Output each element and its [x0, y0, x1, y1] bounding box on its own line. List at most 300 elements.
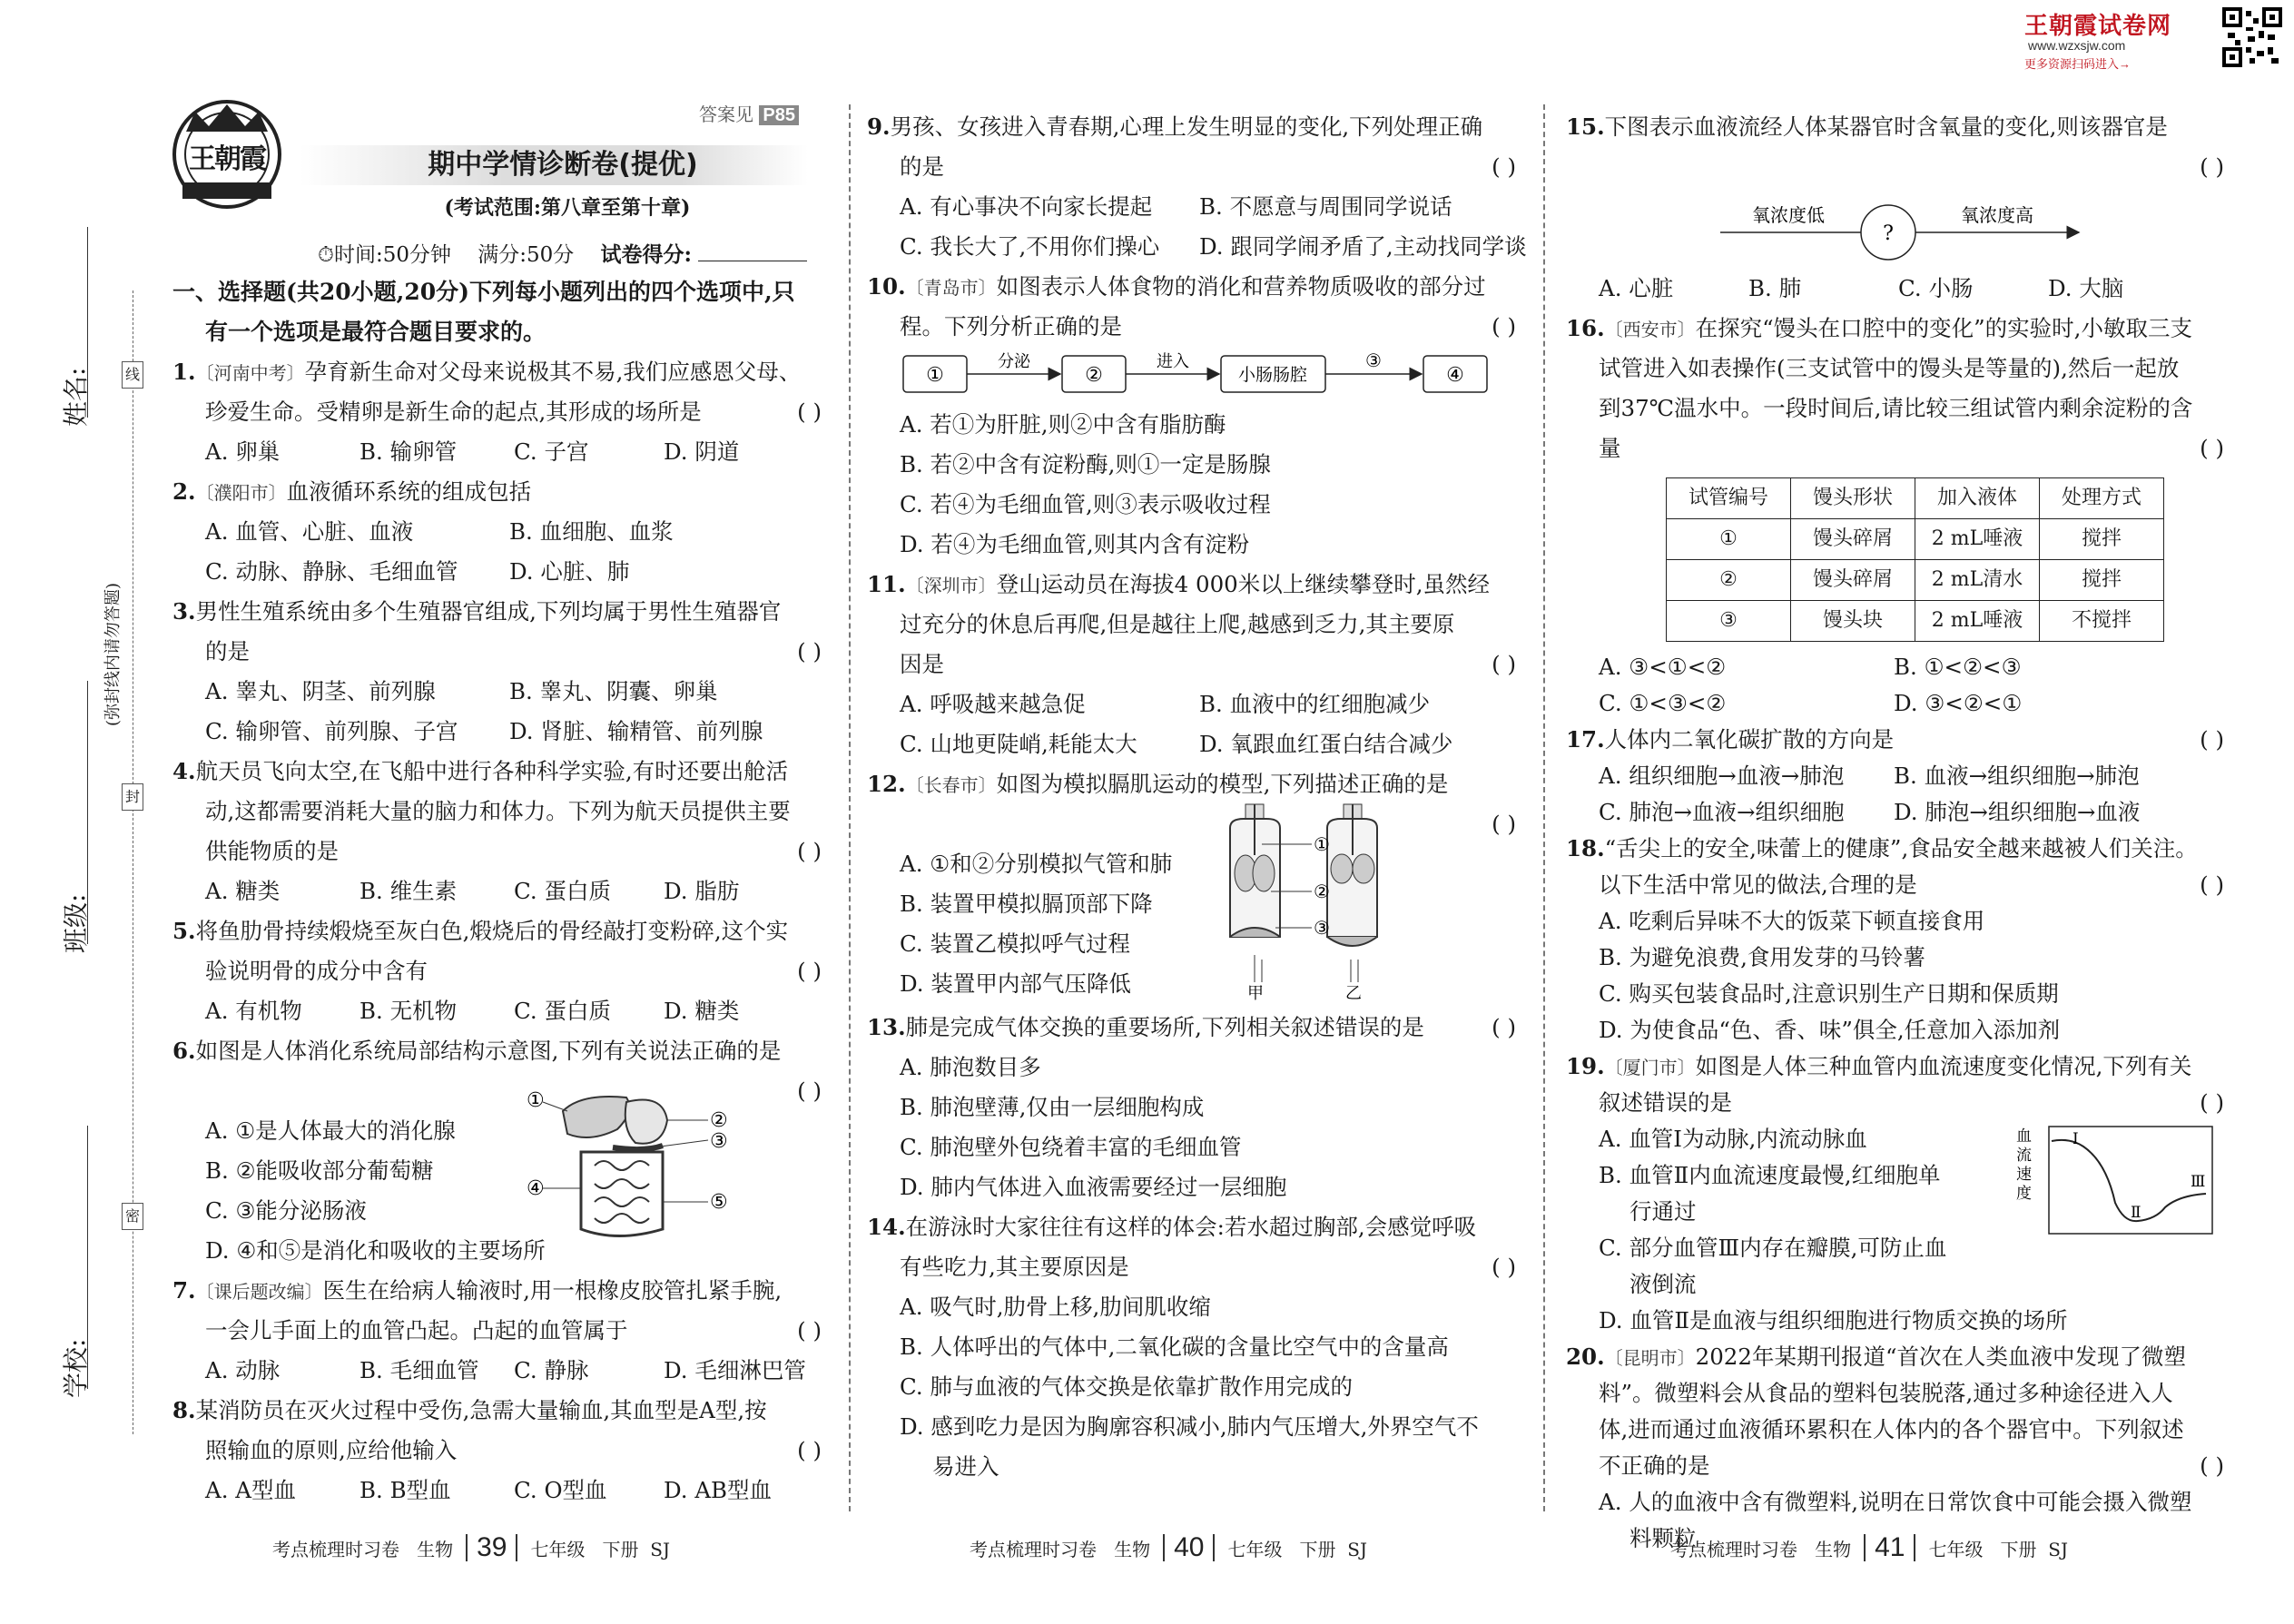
q16-opt-b[interactable]: B. ①<②<③ — [1894, 654, 2022, 680]
q16-line2 — [1566, 349, 2224, 389]
q7-opt-b[interactable]: B. 毛细血管 — [359, 1357, 479, 1383]
q16-options-2 — [1566, 685, 2224, 722]
table-cell: ③ — [1667, 601, 1791, 642]
q8-options — [172, 1471, 822, 1511]
q20-line4 — [1566, 1448, 2224, 1484]
answer-ref-page[interactable]: P85 — [759, 105, 799, 125]
table-row — [1667, 519, 2164, 560]
brand-block — [2024, 7, 2288, 71]
footer-series: 考点梳理时习卷 — [970, 1539, 1097, 1560]
q8-answer[interactable]: ( ) — [797, 1437, 822, 1463]
q4-opt-c[interactable]: C. 蛋白质 — [514, 878, 611, 904]
q16-table-wrap — [1566, 468, 2224, 649]
q8-opt-b[interactable]: B. B型血 — [359, 1477, 451, 1503]
seal-mark-2: 封 — [122, 783, 143, 811]
column-3 — [1566, 107, 2224, 1557]
q18-answer[interactable]: ( ) — [2200, 871, 2224, 898]
q10-text2: 程。下列分析正确的是 — [900, 313, 1122, 340]
footer-page-39 — [272, 1534, 670, 1561]
q20-num: 20. — [1566, 1343, 1605, 1370]
q19-opt-b2: 行通过 — [1629, 1198, 1697, 1225]
q19-answer[interactable]: ( ) — [2200, 1089, 2224, 1116]
q1-num: 1. — [172, 359, 196, 385]
q20-opt-a2: 料颗粒 — [1629, 1525, 1697, 1551]
q11-num: 11. — [867, 571, 906, 597]
q11-opt-d[interactable]: D. 氧跟血红蛋白结合减少 — [1199, 731, 1453, 757]
q13-opt-c[interactable]: C. 肺泡壁外包绕着丰富的毛细血管 — [900, 1134, 1242, 1160]
binding-strip — [0, 0, 159, 1624]
q14-line1 — [867, 1207, 1516, 1247]
q19-text1: 如图是人体三种血管内血流速度变化情况,下列有关 — [1695, 1053, 2192, 1079]
q15-opt-b[interactable]: B. 肺 — [1748, 275, 1802, 301]
q15-unknown-organ: ? — [1883, 222, 1894, 245]
q6-label-5: ⑤ — [710, 1191, 728, 1214]
q10-tag: 〔青岛市〕 — [905, 277, 997, 299]
footer-subject: 生物 — [1114, 1539, 1151, 1560]
q18-text1: “舌尖上的安全,味蕾上的健康”,食品安全越来越被人们关注。 — [1604, 835, 2198, 861]
q5-num: 5. — [172, 918, 196, 944]
q12-label-jia: 甲 — [1247, 984, 1264, 1000]
q13-opt-d[interactable]: D. 肺内气体进入血液需要经过一层细胞 — [900, 1174, 1287, 1200]
table-cell: 馒头碎屑 — [1791, 560, 1915, 601]
q9-answer[interactable]: ( ) — [1492, 153, 1516, 180]
footer-page-40 — [970, 1534, 1367, 1561]
footer-subject: 生物 — [417, 1539, 454, 1560]
q2-opt-d[interactable]: D. 心脏、肺 — [509, 558, 630, 585]
footer-edition: SJ — [2048, 1539, 2068, 1560]
q3-opt-a[interactable]: A. 睾丸、阴茎、前列腺 — [205, 678, 436, 704]
q1-opt-b[interactable]: B. 输卵管 — [359, 438, 458, 465]
q3-options-2 — [172, 712, 822, 752]
table-cell: 2 mL唾液 — [1915, 519, 2040, 560]
q8-line2 — [172, 1431, 822, 1471]
q1-line2 — [172, 392, 822, 432]
q8-opt-c[interactable]: C. O型血 — [514, 1477, 607, 1503]
q10-flow-box1: ① — [926, 364, 944, 387]
q7-opt-c[interactable]: C. 静脉 — [514, 1357, 589, 1383]
q7-opt-d[interactable]: D. 毛细淋巴管 — [664, 1357, 806, 1383]
q18-opt-b[interactable]: B. 为避免浪费,食用发芽的马铃薯 — [1599, 944, 1925, 970]
q11-text3: 因是 — [900, 651, 944, 677]
stomach-shape — [625, 1100, 667, 1144]
class-label: 班级: — [61, 893, 91, 953]
footer-term: 下册 — [1299, 1539, 1336, 1560]
q18-line2 — [1566, 867, 2224, 903]
q4-answer[interactable]: ( ) — [797, 838, 822, 864]
q5-line1 — [172, 911, 822, 951]
footer-page-41 — [1670, 1534, 2068, 1561]
q11-options-2 — [867, 724, 1516, 764]
q17-opt-b[interactable]: B. 血液→组织细胞→肺泡 — [1894, 763, 2140, 789]
q3-opt-d[interactable]: D. 肾脏、输精管、前列腺 — [509, 718, 763, 744]
table-header-row — [1667, 478, 2164, 519]
table-cell: 2 mL清水 — [1915, 560, 2040, 601]
q10-flow-box3: 小肠肠腔 — [1237, 365, 1308, 385]
q8-opt-a[interactable]: A. A型血 — [205, 1477, 296, 1503]
q4-line2 — [172, 792, 822, 832]
logo-text: 王朝霞 — [189, 143, 265, 175]
q16-text2: 试管进入如表操作(三支试管中的馒头是等量的),然后一起放 — [1599, 355, 2180, 381]
q4-text3: 供能物质的是 — [205, 838, 339, 864]
q15-num: 15. — [1566, 113, 1605, 140]
qr-code-icon[interactable] — [2222, 7, 2282, 67]
answer-ref — [699, 100, 799, 126]
q3-line2 — [172, 632, 822, 672]
q10-num: 10. — [867, 273, 906, 300]
q12-label-yi: 乙 — [1345, 984, 1362, 1000]
q6-label-3: ③ — [710, 1130, 728, 1153]
q9-opt-d[interactable]: D. 跟同学闹矛盾了,主动找同学谈 — [1199, 233, 1527, 260]
q17-num: 17. — [1566, 726, 1605, 753]
q4-text1: 航天员飞向太空,在飞船中进行各种科学实验,有时还要出舱活 — [195, 758, 789, 784]
q6-opt-c[interactable]: C. ③能分泌肠液 — [205, 1197, 367, 1224]
q2-opt-a[interactable]: A. 血管、心脏、血液 — [205, 518, 414, 545]
seal-mark-3: 密 — [122, 1203, 143, 1230]
q19-line2 — [1566, 1085, 2224, 1121]
q15-low-label: 氧浓度低 — [1752, 204, 1825, 226]
exam-time: ⏱时间:50分钟 — [318, 243, 451, 267]
q9-opt-a[interactable]: A. 有心事决不向家长提起 — [900, 193, 1153, 220]
q16-opt-d[interactable]: D. ③<②<① — [1894, 690, 2023, 716]
section-heading-2: 有一个选项是最符合题目要求的。 — [205, 319, 546, 345]
q19-num: 19. — [1566, 1053, 1605, 1079]
q7-line2 — [172, 1311, 822, 1351]
q14-opt-a[interactable]: A. 吸气时,肋骨上移,肋间肌收缩 — [900, 1294, 1211, 1320]
q1-line1 — [172, 352, 822, 392]
q11-opt-b[interactable]: B. 血液中的红细胞减少 — [1199, 691, 1431, 717]
q7-opt-a[interactable]: A. 动脉 — [205, 1357, 281, 1383]
q5-text2: 验说明骨的成分中含有 — [205, 958, 428, 984]
q8-num: 8. — [172, 1397, 196, 1423]
q9-num: 9. — [867, 113, 891, 140]
column-1 — [172, 272, 822, 1511]
q10-flow-arrow3: ③ — [1365, 349, 1382, 371]
liver-shape — [563, 1097, 629, 1137]
q2-opt-c[interactable]: C. 动脉、静脉、毛细血管 — [205, 558, 458, 585]
q12-label-2: ② — [1314, 881, 1330, 902]
section-heading-1: 一、选择题(共20小题,20分)下列每小题列出的四个选项中,只 — [172, 279, 795, 305]
q3-opt-b[interactable]: B. 睾丸、阴囊、卵巢 — [509, 678, 718, 704]
q8-text1: 某消防员在灭火过程中受伤,急需大量输血,其血型是A型,按 — [195, 1397, 767, 1423]
q10-answer[interactable]: ( ) — [1492, 313, 1516, 340]
q3-opt-c[interactable]: C. 输卵管、前列腺、子宫 — [205, 718, 458, 744]
column-divider-2 — [1543, 104, 1545, 1511]
table-cell: 搅拌 — [2040, 560, 2164, 601]
q10-line1 — [867, 267, 1516, 307]
table-header-cell: 处理方式 — [2040, 478, 2164, 519]
q2-opt-b[interactable]: B. 血细胞、血浆 — [509, 518, 674, 545]
footer-edition: SJ — [650, 1539, 670, 1560]
q14-num: 14. — [867, 1214, 906, 1240]
q20-opt-a1[interactable]: A. 人的血液中含有微塑料,说明在日常饮食中可能会摄入微塑 — [1599, 1489, 2192, 1515]
footer-grade: 七年级 — [530, 1539, 586, 1560]
q8-line1 — [172, 1391, 822, 1431]
q9-options-2 — [867, 227, 1527, 267]
q10-flow-box2: ② — [1085, 364, 1103, 387]
q17-answer[interactable]: ( ) — [2200, 726, 2224, 753]
q4-opt-d[interactable]: D. 脂肪 — [664, 878, 740, 904]
q15-line1 — [1566, 107, 2224, 147]
q15-oxygen-diagram — [1566, 187, 2224, 269]
q13-num: 13. — [867, 1014, 906, 1040]
q14-answer[interactable]: ( ) — [1492, 1254, 1516, 1280]
q15-opt-c[interactable]: C. 小肠 — [1898, 275, 1974, 301]
footer-subject: 生物 — [1815, 1539, 1852, 1560]
digestive-system-figure — [527, 1075, 753, 1256]
q16-text3: 到37℃温水中。一段时间后,请比较三组试管内剩余淀粉的含 — [1599, 395, 2193, 421]
q16-answer[interactable]: ( ) — [2200, 435, 2224, 461]
q6-opt-a[interactable]: A. ①是人体最大的消化腺 — [205, 1117, 456, 1144]
q11-options-1 — [867, 684, 1516, 724]
q4-line1 — [172, 752, 822, 792]
q15-text1: 下图表示血液流经人体某器官时含氧量的变化,则该器官是 — [1604, 113, 2168, 140]
q10-line2 — [867, 307, 1516, 347]
q5-opt-d[interactable]: D. 糖类 — [664, 998, 740, 1024]
footer-series: 考点梳理时习卷 — [272, 1539, 399, 1560]
seal-note: (弥封线内请勿答题) — [103, 582, 123, 726]
q11-opt-c[interactable]: C. 山地更陡峭,耗能太大 — [900, 731, 1137, 757]
exam-meta — [318, 238, 807, 268]
q9-text2: 的是 — [900, 153, 944, 180]
q5-opt-b[interactable]: B. 无机物 — [359, 998, 458, 1024]
q6-opt-d[interactable]: D. ④和⑤是消化和吸收的主要场所 — [205, 1237, 546, 1264]
q18-num: 18. — [1566, 835, 1605, 861]
q14-opt-d2: 易进入 — [932, 1453, 999, 1480]
blood-flow-chart — [2011, 1121, 2220, 1239]
q1-opt-a[interactable]: A. 卵巢 — [205, 438, 281, 465]
q20-tag: 〔昆明市〕 — [1604, 1347, 1696, 1369]
q11-line3 — [867, 645, 1516, 684]
diaphragm-model-figure — [1226, 792, 1434, 1000]
table-cell: 馒头碎屑 — [1791, 519, 1915, 560]
q2-options-1 — [172, 512, 822, 552]
q15-options — [1566, 269, 2224, 309]
table-cell: 2 mL唾液 — [1915, 601, 2040, 642]
q10-opt-a[interactable]: A. 若①为肝脏,则②中含有脂肪酶 — [900, 411, 1226, 438]
vessel-mark-3: Ⅲ — [2191, 1173, 2206, 1191]
q12-opt-b[interactable]: B. 装置甲模拟膈顶部下降 — [900, 891, 1153, 917]
q19-opt-b1[interactable]: B. 血管Ⅱ内血流速度最慢,红细胞单 — [1599, 1162, 1941, 1188]
q1-text1: 孕育新生命对父母来说极其不易,我们应感恩父母、 — [304, 359, 802, 385]
q17-opt-a[interactable]: A. 组织细胞→血液→肺泡 — [1599, 763, 1845, 789]
q7-answer[interactable]: ( ) — [797, 1317, 822, 1343]
q18-opt-a[interactable]: A. 吃剩后异味不大的饭菜下顿直接食用 — [1599, 908, 1985, 934]
footer-term: 下册 — [2000, 1539, 2037, 1560]
q18-opt-d[interactable]: D. 为使食品“色、香、味”俱全,任意加入添加剂 — [1599, 1017, 2061, 1043]
q6-label-1: ① — [527, 1089, 545, 1112]
q3-text2: 的是 — [205, 638, 250, 664]
vessel-mark-2: Ⅱ — [2131, 1204, 2141, 1222]
q19-tag: 〔厦门市〕 — [1604, 1057, 1696, 1078]
q12-label-3: ③ — [1314, 917, 1330, 939]
seal-mark-1: 线 — [122, 361, 143, 389]
q19-block — [1566, 1121, 2224, 1339]
q17-opt-d[interactable]: D. 肺泡→组织细胞→血液 — [1894, 799, 2141, 825]
q3-num: 3. — [172, 598, 196, 625]
name-label: 姓名: — [61, 367, 91, 427]
q15-opt-a[interactable]: A. 心脏 — [1599, 275, 1674, 301]
q3-text1: 男性生殖系统由多个生殖器官组成,下列均属于男性生殖器官 — [195, 598, 782, 625]
footer-edition: SJ — [1347, 1539, 1367, 1560]
q12-opt-a[interactable]: A. ①和②分别模拟气管和肺 — [900, 851, 1173, 877]
large-intestine-shape — [581, 1152, 663, 1236]
table-cell: 不搅拌 — [2040, 601, 2164, 642]
q13-opt-a[interactable]: A. 肺泡数目多 — [900, 1054, 1041, 1080]
q4-opt-a[interactable]: A. 糖类 — [205, 878, 281, 904]
q2-options-2 — [172, 552, 822, 592]
q1-options — [172, 432, 822, 472]
q3-options-1 — [172, 672, 822, 712]
table-header-cell: 馒头形状 — [1791, 478, 1915, 519]
q1-text2: 珍爱生命。受精卵是新生命的起点,其形成的场所是 — [205, 399, 702, 425]
page-number: 41 — [1864, 1534, 1915, 1561]
q9-opt-b[interactable]: B. 不愿意与周围同学说话 — [1199, 193, 1452, 220]
exam-score-field[interactable] — [698, 241, 807, 261]
q8-opt-d[interactable]: D. AB型血 — [664, 1477, 773, 1503]
school-line — [87, 1126, 88, 1389]
y-axis-label-1: 血 — [2016, 1127, 2032, 1146]
q6-label-2: ② — [710, 1109, 728, 1132]
vessel-mark-1: Ⅰ — [2072, 1130, 2079, 1148]
q14-opt-b[interactable]: B. 人体呼出的气体中,二氧化碳的含量比空气中的含量高 — [900, 1334, 1449, 1360]
q19-opt-d[interactable]: D. 血管Ⅱ是血液与组织细胞进行物质交换的场所 — [1599, 1307, 2068, 1334]
y-axis-label-4: 度 — [2016, 1185, 2032, 1203]
q12-opt-d[interactable]: D. 装置甲内部气压降低 — [900, 970, 1131, 997]
q10-opt-d[interactable]: D. 若④为毛细血管,则其内含有淀粉 — [900, 531, 1250, 557]
q14-opt-d1[interactable]: D. 感到吃力是因为胸廓容积减小,肺内气压增大,外界空气不 — [900, 1413, 1479, 1440]
q16-line1 — [1566, 309, 2224, 349]
q7-line1 — [172, 1271, 822, 1311]
q16-table — [1666, 477, 2164, 642]
table-header-cell: 加入液体 — [1915, 478, 2040, 519]
table-row — [1667, 560, 2164, 601]
q6-line1 — [172, 1031, 822, 1071]
q20-text1: 2022年某期刊报道“首次在人类血液中发现了微塑 — [1695, 1343, 2186, 1370]
q19-line1 — [1566, 1048, 2224, 1085]
q17-options-1 — [1566, 758, 2224, 794]
q20-line1 — [1566, 1339, 2224, 1375]
q12-opt-c[interactable]: C. 装置乙模拟呼气过程 — [900, 930, 1130, 957]
q5-answer[interactable]: ( ) — [797, 958, 822, 984]
q10-flow-arrow2: 进入 — [1157, 352, 1189, 371]
q1-tag: 〔河南中考〕 — [195, 362, 305, 384]
q4-options — [172, 871, 822, 911]
q14-opt-c[interactable]: C. 肺与血液的气体交换是依靠扩散作用完成的 — [900, 1373, 1353, 1400]
q7-options — [172, 1351, 822, 1391]
q17-opt-c[interactable]: C. 肺泡→血液→组织细胞 — [1599, 799, 1845, 825]
q11-answer[interactable]: ( ) — [1492, 651, 1516, 677]
q13-opt-b[interactable]: B. 肺泡壁薄,仅由一层细胞构成 — [900, 1094, 1205, 1120]
q20-answer[interactable]: ( ) — [2200, 1452, 2224, 1479]
footer-grade: 七年级 — [1227, 1539, 1283, 1560]
q16-text4: 量 — [1599, 435, 1621, 461]
small-intestine-shape — [595, 1161, 649, 1223]
q6-num: 6. — [172, 1038, 196, 1064]
table-cell: 搅拌 — [2040, 519, 2164, 560]
q19-opt-c1[interactable]: C. 部分血管Ⅲ内存在瓣膜,可防止血 — [1599, 1235, 1947, 1261]
q9-options-1 — [867, 187, 1516, 227]
footer-term: 下册 — [602, 1539, 639, 1560]
q12-num: 12. — [867, 771, 906, 797]
q16-tag: 〔西安市〕 — [1604, 319, 1696, 340]
column-divider-1 — [849, 104, 851, 1511]
q9-line1 — [867, 107, 1516, 147]
answer-ref-label: 答案见 — [699, 103, 753, 125]
q10-opt-c[interactable]: C. 若④为毛细血管,则③表示吸收过程 — [900, 491, 1271, 517]
q16-opt-a[interactable]: A. ③<①<② — [1599, 654, 1727, 680]
q18-text2: 以下生活中常见的做法,合理的是 — [1599, 871, 1917, 898]
q13-text1: 肺是完成气体交换的重要场所,下列相关叙述错误的是 — [905, 1014, 1424, 1040]
brand-url: www.wzxsjw.com — [2028, 38, 2126, 53]
q17-options-2 — [1566, 794, 2224, 831]
q15-opt-d[interactable]: D. 大脑 — [2048, 275, 2124, 301]
q19-opt-a[interactable]: A. 血管Ⅰ为动脉,内流动脉血 — [1599, 1126, 1867, 1152]
q5-text1: 将鱼肋骨持续煅烧至灰白色,煅烧后的骨经敲打变粉碎,这个实 — [195, 918, 789, 944]
footer-series: 考点梳理时习卷 — [1670, 1539, 1797, 1560]
q15-answer[interactable]: ( ) — [2200, 153, 2224, 180]
q6-text1: 如图是人体消化系统局部结构示意图,下列有关说法正确的是 — [195, 1038, 782, 1064]
q19-text2: 叙述错误的是 — [1599, 1089, 1732, 1116]
footer-grade: 七年级 — [1928, 1539, 1984, 1560]
q16-opt-c[interactable]: C. ①<③<② — [1599, 690, 1727, 716]
q20-line2: 料”。微塑料会从食品的塑料包装脱落,通过多种途径进入人 — [1599, 1380, 2173, 1406]
q12-tag: 〔长春市〕 — [905, 774, 997, 796]
table-cell: 馒头块 — [1791, 601, 1915, 642]
q11-text2: 过充分的休息后再爬,但是越往上爬,越感到乏力,其主要原 — [900, 611, 1455, 637]
exam-score-label: 试卷得分: — [600, 242, 692, 267]
q16-line4 — [1566, 428, 2224, 468]
q5-opt-c[interactable]: C. 蛋白质 — [514, 998, 611, 1024]
q7-text2: 一会儿手面上的血管凸起。凸起的血管属于 — [205, 1317, 628, 1343]
q14-text1: 在游泳时大家往往有这样的体会:若水超过胸部,会感觉呼吸 — [905, 1214, 1477, 1240]
q5-opt-a[interactable]: A. 有机物 — [205, 998, 302, 1024]
q7-num: 7. — [172, 1277, 196, 1304]
q4-line3 — [172, 832, 822, 871]
q6-answer[interactable]: ( ) — [797, 1078, 822, 1104]
q9-opt-c[interactable]: C. 我长大了,不用你们操心 — [900, 233, 1160, 260]
q6-opt-b[interactable]: B. ②能吸收部分葡萄糖 — [205, 1157, 434, 1184]
q2-num: 2. — [172, 478, 196, 505]
q11-text1: 登山运动员在海拔4 000米以上继续攀登时,虽然经 — [996, 571, 1491, 597]
q9-line2 — [867, 147, 1516, 187]
q4-text2: 动,这都需要消耗大量的脑力和体力。下列为航天员提供主要 — [205, 798, 791, 824]
brand-slogan: 更多资源扫码进入→ — [2024, 57, 2132, 71]
q5-line2 — [172, 951, 822, 991]
q1-opt-c[interactable]: C. 子宫 — [514, 438, 589, 465]
q14-line2 — [867, 1247, 1516, 1287]
q16-text1: 在探究“馒头在口腔中的变化”的实验时,小敏取三支 — [1695, 315, 2192, 341]
q18-opt-c[interactable]: C. 购买包装食品时,注意识别生产日期和保质期 — [1599, 980, 2059, 1007]
q8-text2: 照输血的原则,应给他输入 — [205, 1437, 458, 1463]
q3-line1 — [172, 592, 822, 632]
q13-line1 — [867, 1008, 1516, 1048]
column-2 — [867, 107, 1527, 1487]
q4-opt-b[interactable]: B. 维生素 — [359, 878, 458, 904]
name-line — [87, 227, 88, 418]
q10-opt-b[interactable]: B. 若②中含有淀粉酶,则①一定是肠腺 — [900, 451, 1271, 477]
q1-opt-d[interactable]: D. 阴道 — [664, 438, 740, 465]
brand-name: 王朝霞试卷网 — [2024, 12, 2172, 39]
q1-answer[interactable]: ( ) — [797, 399, 822, 425]
q11-tag: 〔深圳市〕 — [905, 575, 997, 596]
table-cell: ② — [1667, 560, 1791, 601]
q10-flow-box4: ④ — [1446, 364, 1464, 387]
q12-answer[interactable]: ( ) — [1492, 811, 1516, 837]
q11-opt-a[interactable]: A. 呼吸越来越急促 — [900, 691, 1086, 717]
school-label: 学校: — [61, 1338, 91, 1398]
q13-answer[interactable]: ( ) — [1492, 1014, 1516, 1040]
q3-answer[interactable]: ( ) — [797, 638, 822, 664]
